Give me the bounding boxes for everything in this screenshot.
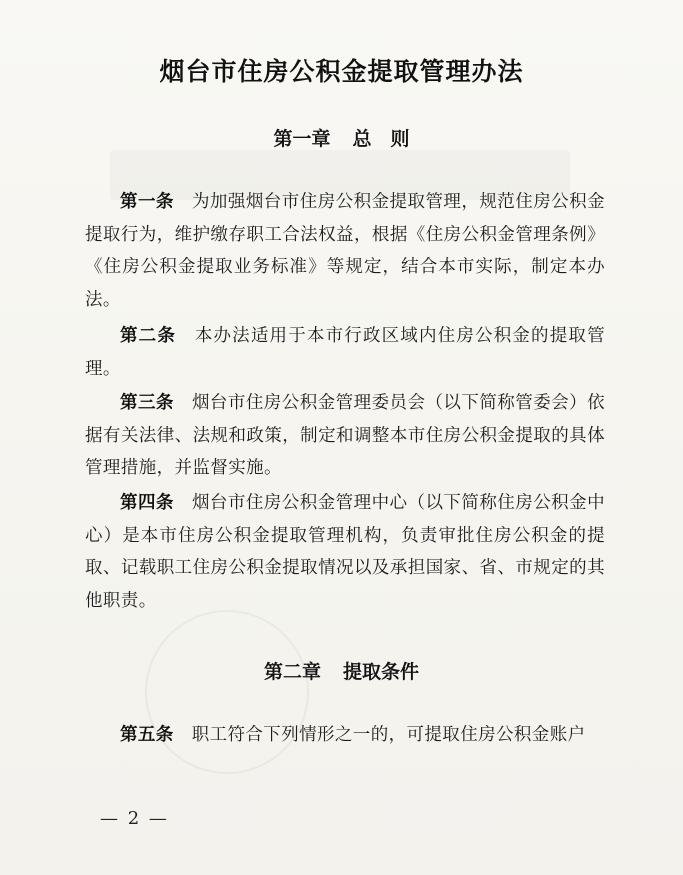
article-text: 职工符合下列情形之一的，可提取住房公积金账户 — [191, 725, 586, 745]
article-label: 第五条 — [120, 725, 174, 745]
chapter-name: 提取条件 — [343, 661, 420, 683]
chapter-heading-2 — [0, 657, 683, 684]
article-label: 第四条 — [120, 493, 174, 513]
article-label: 第二条 — [120, 326, 177, 346]
article-text: 烟台市住房公积金管理中心（以下简称住房公积金中心）是本市住房公积金提取管理机构，负责审批住房公积金的提取、记载职工住房公积金提取情况以及承担国家、省、市规定的其他职责。 — [85, 493, 605, 611]
article-text: 本办法适用于本市行政区域内住房公积金的提取管理。 — [85, 326, 605, 379]
article-text: 烟台市住房公积金管理委员会（以下简称管委会）依据有关法律、法规和政策，制定和调整本市住房公积金提取的具体管理措施，并监督实施。 — [85, 393, 605, 478]
article-text: 为加强烟台市住房公积金提取管理，规范住房公积金提取行为，维护缴存职工合法权益，根据《住房公积金管理条例》《住房公积金提取业务标准》等规定，结合本市实际，制定本办法。 — [85, 192, 605, 310]
document-title: 烟台市住房公积金提取管理办法 — [159, 57, 524, 86]
chapter-name: 总 则 — [352, 128, 410, 150]
page-number: — 2 — — [100, 808, 169, 829]
article-1 — [85, 186, 605, 316]
article-4 — [85, 487, 605, 617]
article-label: 第一条 — [120, 192, 174, 212]
chapter-label: 第二章 — [263, 661, 321, 683]
article-2 — [85, 320, 605, 385]
article-5 — [85, 719, 605, 752]
chapter-label: 第一章 — [273, 128, 331, 150]
article-3 — [85, 387, 605, 485]
chapter-heading-1 — [0, 124, 683, 151]
article-label: 第三条 — [120, 393, 174, 413]
